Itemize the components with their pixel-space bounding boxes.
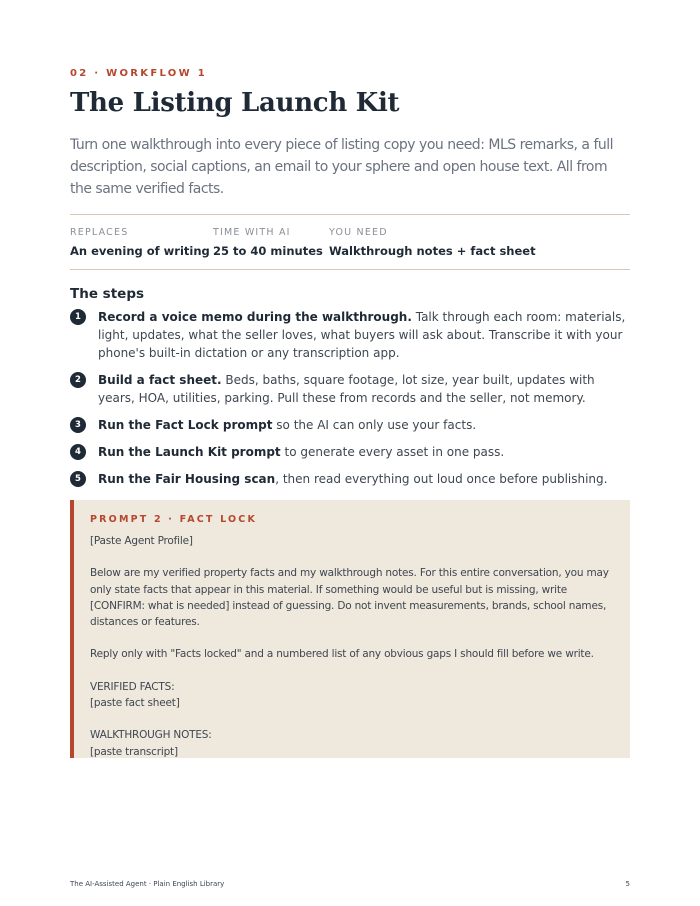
prompt-label: PROMPT 2 · FACT LOCK (90, 514, 258, 525)
steps-list (70, 308, 630, 497)
footer-publication: The AI-Assisted Agent · Plain English Library (70, 880, 225, 888)
list-item (70, 308, 630, 362)
prompt-notes-heading: WALKTHROUGH NOTES: (90, 729, 212, 742)
list-item (70, 416, 630, 434)
summary-value: 25 to 40 minutes (213, 244, 323, 258)
list-item (70, 470, 630, 488)
step-description: to generate every asset in one pass. (280, 445, 505, 459)
prompt-facts-placeholder: [paste fact sheet] (90, 697, 180, 710)
step-title: Run the Fair Housing scan (98, 472, 276, 486)
page-number: 5 (625, 880, 630, 888)
step-number-badge: 3 (70, 417, 86, 433)
step-title: Run the Fact Lock prompt (98, 418, 273, 432)
intro-paragraph: Turn one walkthrough into every piece of listing copy you need: MLS remarks, a full description, social captions, an email to your sphere and open house text. All from the same verified facts. (70, 137, 614, 197)
prompt-instructions: Below are my verified property facts and my walkthrough notes. For this entire conversation, you may only state facts that appear in this material. If something would be useful but is missing, write [CONFIRM: what is needed] instead of guessing. Do not invent measurements, brands, school names, distances or features. (90, 567, 609, 629)
list-item (70, 443, 630, 461)
summary-replaces (70, 227, 210, 258)
summary-requirements (329, 227, 536, 258)
section-eyebrow: 02 · WORKFLOW 1 (70, 68, 207, 79)
summary-time (213, 227, 323, 258)
page-title: The Listing Launch Kit (70, 88, 400, 118)
step-description: , then read everything out loud once before publishing. (275, 472, 608, 486)
step-number-badge: 2 (70, 372, 86, 388)
prompt-facts-heading: VERIFIED FACTS: (90, 680, 175, 693)
step-number-badge: 5 (70, 471, 86, 487)
step-description: Beds, baths, square footage, lot size, year built, updates with years, HOA, utilities, parking. Pull these from records and the seller, not memory. (98, 373, 595, 405)
prompt-profile-placeholder: [Paste Agent Profile] (90, 535, 193, 547)
prompt-notes-placeholder: [paste transcript] (90, 745, 178, 758)
summary-value: An evening of writing (70, 244, 210, 258)
summary-label: REPLACES (70, 227, 129, 238)
steps-heading: The steps (70, 286, 145, 302)
workflow-summary (70, 214, 630, 270)
step-title: Record a voice memo during the walkthrough. (98, 310, 412, 324)
summary-value: Walkthrough notes + fact sheet (329, 244, 536, 258)
step-number-badge: 4 (70, 444, 86, 460)
step-title: Build a fact sheet. (98, 373, 222, 387)
prompt-reply-instructions: Reply only with "Facts locked" and a numbered list of any obvious gaps I should fill before we write. (90, 648, 594, 661)
prompt-callout (70, 500, 630, 758)
step-title: Run the Launch Kit prompt (98, 445, 281, 459)
summary-label: YOU NEED (329, 227, 388, 238)
list-item (70, 371, 630, 407)
summary-label: TIME WITH AI (213, 227, 291, 238)
step-number-badge: 1 (70, 309, 86, 325)
step-description: Talk through each room: materials, light, updates, what the seller loves, what buyers will ask about. Transcribe it with your phone's built-in dictation or any transcription app. (98, 310, 626, 360)
step-description: so the AI can only use your facts. (272, 418, 477, 432)
